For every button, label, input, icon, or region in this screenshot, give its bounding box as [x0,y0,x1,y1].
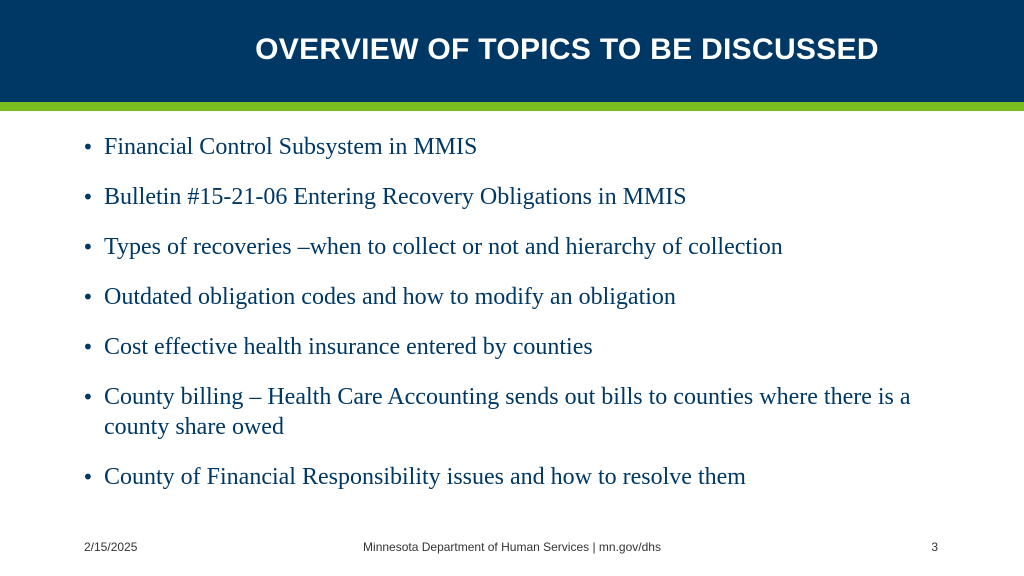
bullet-item [76,382,936,442]
bullet-item [76,132,936,162]
bullet-dot-icon: • [82,135,94,159]
bullet-text: Cost effective health insurance entered by counties [104,334,593,360]
bullet-text: Bulletin #15-21-06 Entering Recovery Obligations in MMIS [104,184,687,210]
bullet-item [76,232,936,262]
bullet-item [76,462,936,492]
header-accent-stripe [0,102,1024,111]
bullet-text: Financial Control Subsystem in MMIS [104,134,478,160]
bullet-text: County billing – Health Care Accounting sends out bills to counties where there is a county share owed [104,384,911,440]
bullet-item [76,182,936,212]
bullet-dot-icon: • [82,235,94,259]
bullet-text: Types of recoveries –when to collect or not and hierarchy of collection [104,234,783,260]
footer-date: 2/15/2025 [84,540,138,554]
bullet-item [76,282,936,312]
bullet-dot-icon: • [82,185,94,209]
footer-organization: Minnesota Department of Human Services | mn.gov/dhs [363,540,661,554]
page-number: 3 [931,540,938,554]
bullet-dot-icon: • [82,335,94,359]
bullet-text: Outdated obligation codes and how to modify an obligation [104,284,676,310]
bullet-item [76,332,936,362]
bullet-list [76,132,936,512]
bullet-dot-icon: • [82,385,94,409]
bullet-dot-icon: • [82,285,94,309]
slide-title: OVERVIEW OF TOPICS TO BE DISCUSSED [255,33,879,66]
bullet-text: County of Financial Responsibility issues and how to resolve them [104,464,746,490]
bullet-dot-icon: • [82,465,94,489]
